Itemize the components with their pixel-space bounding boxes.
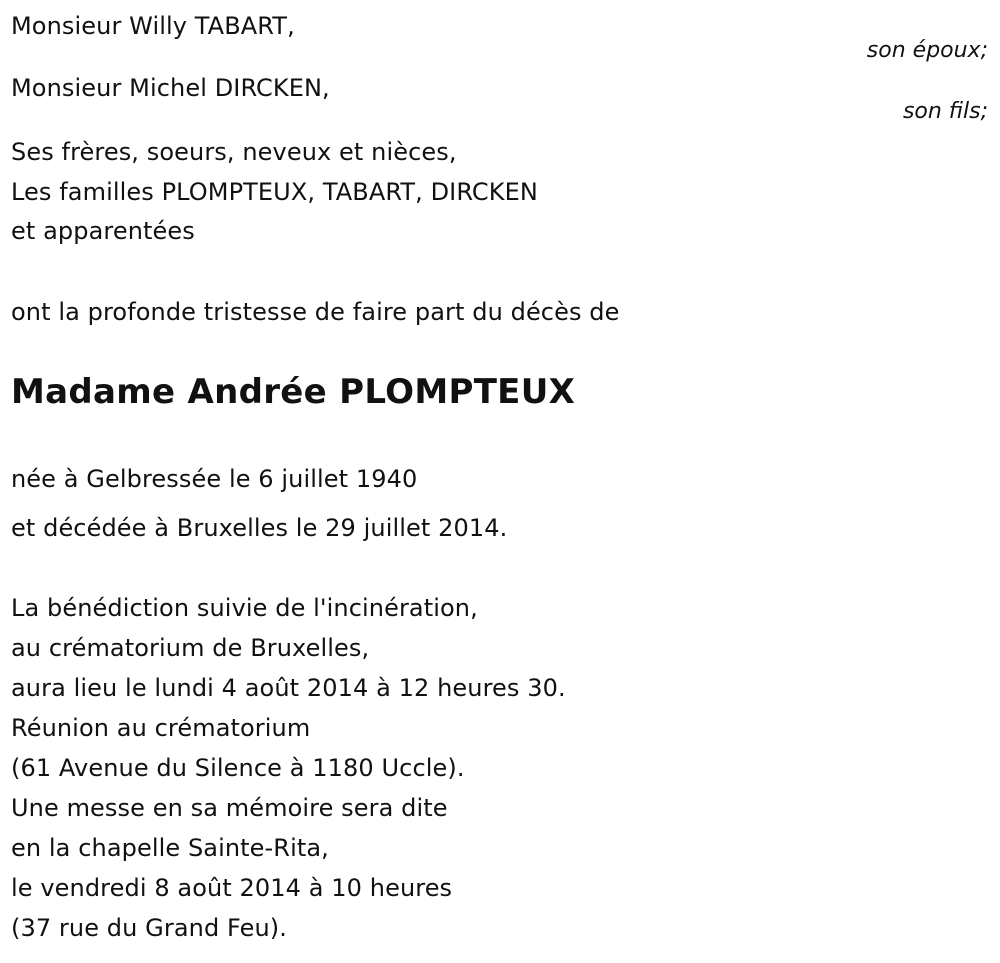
mourner-relation: son époux; [866, 38, 988, 63]
deceased-name: Madame Andrée PLOMPTEUX [11, 372, 576, 412]
ceremony-line: Réunion au crématorium [11, 714, 311, 742]
family-line: Ses frères, soeurs, neveux et nièces, [11, 138, 457, 166]
mourner-name: Monsieur Willy TABART, [11, 12, 295, 40]
ceremony-line: La bénédiction suivie de l'incinération, [11, 594, 478, 622]
family-line: et apparentées [11, 217, 195, 245]
ceremony-line: (37 rue du Grand Feu). [11, 914, 287, 942]
ceremony-line: le vendredi 8 août 2014 à 10 heures [11, 874, 453, 902]
ceremony-line: Une messe en sa mémoire sera dite [11, 794, 448, 822]
announcement-text: ont la profonde tristesse de faire part du décès de [11, 298, 620, 326]
ceremony-line: au crématorium de Bruxelles, [11, 634, 370, 662]
family-line: Les familles PLOMPTEUX, TABART, DIRCKEN [11, 178, 538, 206]
mourner-name: Monsieur Michel DIRCKEN, [11, 74, 330, 102]
ceremony-line: en la chapelle Sainte-Rita, [11, 834, 329, 862]
mourner-relation: son fils; [902, 99, 988, 124]
ceremony-line: aura lieu le lundi 4 août 2014 à 12 heures 30. [11, 674, 566, 702]
ceremony-line: (61 Avenue du Silence à 1180 Uccle). [11, 754, 465, 782]
death-info: et décédée à Bruxelles le 29 juillet 2014. [11, 514, 508, 542]
birth-info: née à Gelbressée le 6 juillet 1940 [11, 465, 418, 493]
